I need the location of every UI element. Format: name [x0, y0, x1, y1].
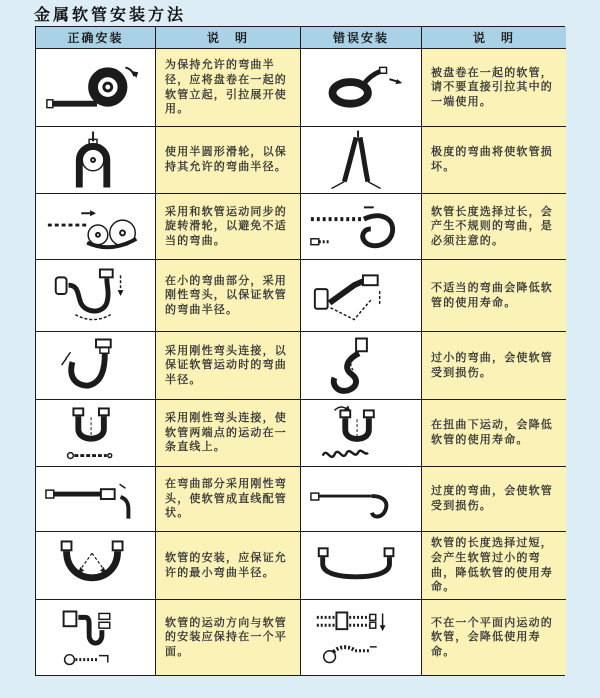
table-row-6-correct-desc: 采用刚性弯头连接，使软管两端点的运动在一条直线上。: [156, 400, 301, 467]
twisted-motion-u-loop-illustration: [307, 404, 415, 462]
improper-sharp-bend-illustration: [307, 267, 415, 325]
table-row-9-correct-desc: 软管的运动方向与软管的安装应保持在一个平面。: [156, 600, 301, 675]
table-row-3-wrong-desc: 软管长度选择过长，会产生不规则的弯曲，是必须注意的。: [422, 194, 566, 260]
header-description-correct: 说 明: [156, 27, 301, 49]
rigid-elbow-small-bend-illustration: [42, 265, 150, 327]
table-row-4-wrong-desc: 不适当的弯曲会降低软管的使用寿命。: [422, 260, 566, 332]
table-row-9-correct-image: [36, 600, 156, 675]
rigid-elbow-hanging-loop-illustration: [42, 337, 150, 395]
table-row-7-correct-desc: 在弯曲部分采用刚性弯头，使软管成直线配管状。: [156, 467, 301, 532]
table-row-6-wrong-image: [301, 400, 422, 467]
too-short-hose-flat-arc-illustration: [307, 540, 415, 592]
too-small-bend-s-hook-illustration: [307, 336, 415, 396]
synchronized-rotating-pulleys-illustration: [42, 199, 150, 255]
out-of-plane-motion-illustration: [307, 605, 415, 671]
overbent-end-illustration: [307, 472, 415, 526]
table-row-2-wrong-desc: 极度的弯曲将使软管损坏。: [422, 127, 566, 194]
table-row-5-correct-desc: 采用刚性弯头连接，以保证软管运动时的弯曲半径。: [156, 332, 301, 400]
table-row-1-correct-image: [36, 49, 156, 127]
table-row-1-wrong-image: [301, 49, 422, 127]
table-row-5-wrong-image: [301, 332, 422, 400]
table-row-2-wrong-image: [301, 127, 422, 194]
table-row-9-wrong-image: [301, 600, 422, 675]
table-row-9-wrong-desc: 不在一个平面内运动的软管，会降低使用寿命。: [422, 600, 566, 675]
table-row-4-correct-desc: 在小的弯曲部分，采用刚性弯头，以保证软管的弯曲半径。: [156, 260, 301, 332]
table-row-8-wrong-image: [301, 532, 422, 600]
page-title: 金属软管安装方法: [34, 7, 187, 24]
table-row-1-correct-desc: 为保持允许的弯曲半径，应将盘卷在一起的软管立起，引拉展开使用。: [156, 49, 301, 127]
coiled-hose-stood-up-illustration: [42, 57, 150, 119]
table-row-7-correct-image: [36, 467, 156, 532]
table-row-6-correct-image: [36, 400, 156, 467]
table-row-4-wrong-image: [301, 260, 422, 332]
table-row-8-correct-desc: 软管的安装，应保证允许的最小弯曲半径。: [156, 532, 301, 600]
semicircular-pulley-illustration: [42, 130, 150, 190]
table-row-3-correct-desc: 采用和软管运动同步的旋转滑轮，以避免不适当的弯曲。: [156, 194, 301, 260]
minimum-bend-radius-arc-illustration: [42, 537, 150, 595]
table-row-7-wrong-image: [301, 467, 422, 532]
table-row-4-correct-image: [36, 260, 156, 332]
table-row-2-correct-image: [36, 127, 156, 194]
overlong-hose-irregular-bend-illustration: [307, 199, 415, 255]
table-row-3-correct-image: [36, 194, 156, 260]
straight-line-motion-u-loop-illustration: [42, 404, 150, 462]
header-wrong-installation: 错误安装: [301, 27, 422, 49]
table-row-7-wrong-desc: 过度的弯曲，会使软管受到损伤。: [422, 467, 566, 532]
installation-methods-table: [35, 26, 565, 676]
extreme-pinched-bend-illustration: [307, 130, 415, 190]
coiled-hose-pulled-flat-illustration: [307, 59, 415, 117]
straight-piping-rigid-elbow-illustration: [42, 472, 150, 526]
table-row-8-correct-image: [36, 532, 156, 600]
header-correct-installation: 正确安装: [36, 27, 156, 49]
table-row-3-wrong-image: [301, 194, 422, 260]
table-row-6-wrong-desc: 在扭曲下运动，会降低软管的使用寿命。: [422, 400, 566, 467]
header-description-wrong: 说 明: [422, 27, 566, 49]
table-row-1-wrong-desc: 被盘卷在一起的软管，请不要直接引拉其中的一端使用。: [422, 49, 566, 127]
table-row-2-correct-desc: 使用半圆形滑轮，以保持其允许的弯曲半径。: [156, 127, 301, 194]
single-plane-motion-trap-illustration: [42, 605, 150, 671]
table-row-8-wrong-desc: 软管的长度选择过短，会产生软管过小的弯曲，降低软管的使用寿命。: [422, 532, 566, 600]
table-row-5-correct-image: [36, 332, 156, 400]
table-row-5-wrong-desc: 过小的弯曲，会使软管受到损伤。: [422, 332, 566, 400]
